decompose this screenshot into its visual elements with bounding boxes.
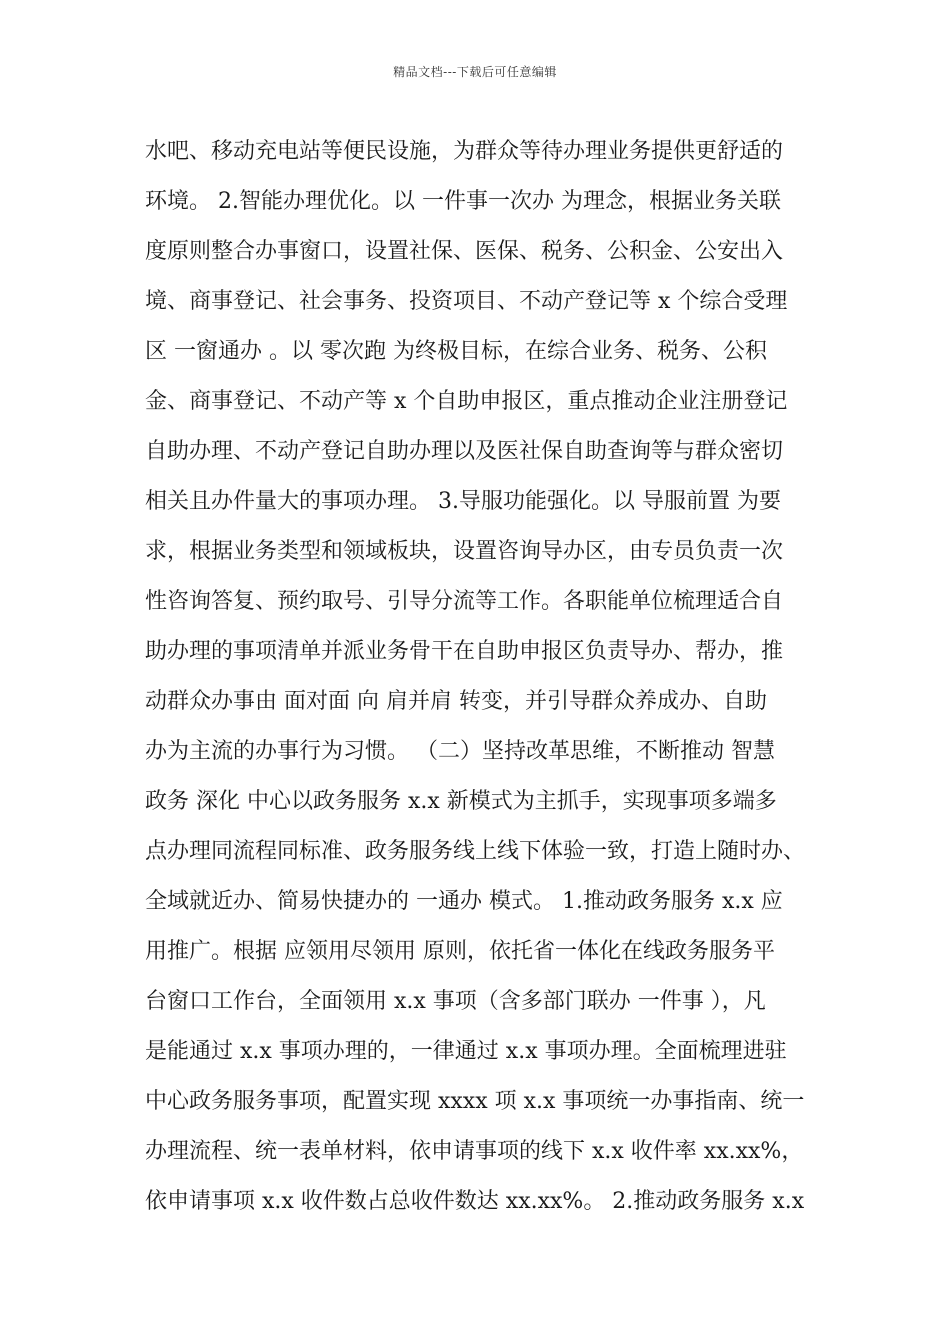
page-header: 精品文档---下载后可任意编辑 — [393, 65, 557, 79]
document-body — [145, 132, 825, 1232]
text-line: 度原则整合办事窗口，设置社保、医保、税务、公积金、公安出入 — [145, 239, 784, 264]
text-line: 台窗口工作台，全面领用 x.x 事项（含多部门联办 一件事 ），凡 — [145, 989, 766, 1014]
text-line: 助办理的事项清单并派业务骨干在自助申报区负责导办、帮办，推 — [145, 639, 784, 664]
text-line: 全域就近办、简易快捷办的 一通办 模式。 1.推动政务服务 x.x 应 — [145, 889, 783, 914]
text-line: 用推广。根据 应领用尽领用 原则，依托省一体化在线政务服务平 — [145, 939, 775, 964]
text-line: 点办理同流程同标准、政务服务线上线下体验一致，打造上随时办、 — [145, 839, 806, 864]
text-line: 办理流程、统一表单材料，依申请事项的线下 x.x 收件率 xx.xx%， — [145, 1139, 804, 1164]
text-line: 政务 深化 中心以政务服务 x.x 新模式为主抓手，实现事项多端多 — [145, 789, 777, 814]
text-line: 境、商事登记、社会事务、投资项目、不动产登记等 x 个综合受理 — [145, 289, 788, 314]
text-line: 相关且办件量大的事项办理。 3.导服功能强化。以 导服前置 为要 — [145, 489, 781, 514]
text-line: 金、商事登记、不动产等 x 个自助申报区，重点推动企业注册登记 — [145, 389, 788, 414]
text-line: 是能通过 x.x 事项办理的，一律通过 x.x 事项办理。全面梳理进驻 — [145, 1039, 787, 1064]
text-line: 水吧、移动充电站等便民设施，为群众等待办理业务提供更舒适的 — [145, 139, 784, 164]
text-line: 求，根据业务类型和领域板块，设置咨询导办区，由专员负责一次 — [145, 539, 784, 564]
text-line: 区 一窗通办 。以 零次跑 为终极目标，在综合业务、税务、公积 — [145, 339, 767, 364]
text-line: 环境。 2.智能办理优化。以 一件事一次办 为理念，根据业务关联 — [145, 189, 781, 214]
text-line: 依申请事项 x.x 收件数占总收件数达 xx.xx%。 2.推动政务服务 x.x — [145, 1189, 805, 1214]
text-line: 性咨询答复、预约取号、引导分流等工作。各职能单位梳理适合自 — [145, 589, 784, 614]
text-line: 动群众办事由 面对面 向 肩并肩 转变，并引导群众养成办、自助 — [145, 689, 767, 714]
text-line: 自助办理、不动产登记自助办理以及医社保自助查询等与群众密切 — [145, 439, 784, 464]
text-line: 中心政务服务事项，配置实现 xxxx 项 x.x 事项统一办事指南、统一 — [145, 1089, 805, 1114]
text-line: 办为主流的办事行为习惯。 （二）坚持改革思维，不断推动 智慧 — [145, 739, 775, 764]
